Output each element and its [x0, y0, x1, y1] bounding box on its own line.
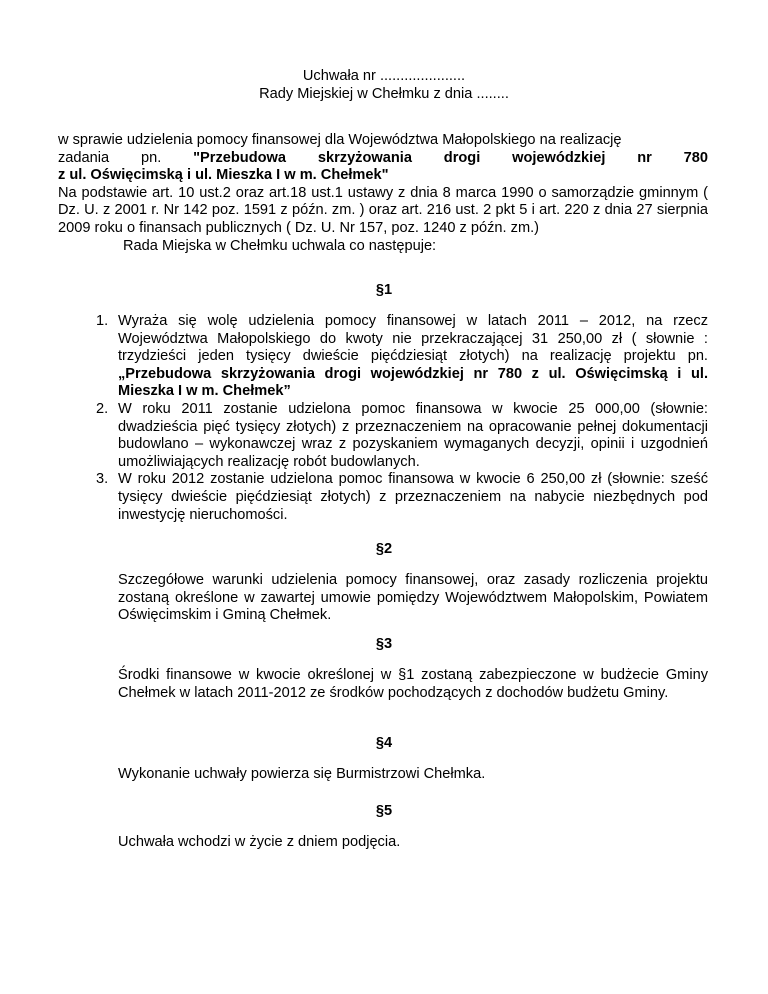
subject-title-part1: "Przebudowa skrzyżowania drogi wojewódzkiej nr 780: [193, 149, 709, 166]
list-item: [96, 401, 708, 471]
list-item-number: 1.: [96, 313, 109, 329]
list-item-text: W roku 2012 zostanie udzielona pomoc finansowa w kwocie 6 250,00 zł (słownie: sześć tysięcy dwieście pięćdziesiąt złotych) z przeznaczeniem na nabycie niezbędnych pod inwestycję nieruchomości.: [118, 471, 708, 523]
list-item-number: 2.: [96, 400, 109, 417]
subject-line-1: w sprawie udzielenia pomocy finansowej dla Województwa Małopolskiego na realizację: [58, 132, 622, 148]
list-item-text: Wyraża się wolę udzielenia pomocy finansowej w latach 2011 – 2012, na rzecz Województwa Małopolskiego do kwoty nie przekraczającej 31 250,00 zł ( słownie : trzydzieści jeden tysięcy dwieście pięćdziesiąt złotych) na realizację projektu pn.: [118, 313, 708, 365]
project-name: „Przebudowa skrzyżowania drogi wojewódzkiej nr 780 z ul. Oświęcimską i ul. Mieszka I w m. Chełmek”: [118, 365, 708, 400]
legal-basis: Na podstawie art. 10 ust.2 oraz art.18 ust.1 ustawy z dnia 8 marca 1990 o samorządzie gminnym ( Dz. U. z 2001 r. Nr 142 poz. 1591 z późn. zm. ) oraz art. 216 ust. 2 pkt 5 i art. 220 z dnia 27 sierpnia 2009 roku o finansach publicznych ( Dz. U. Nr 157, poz. 1240 z późn. zm.): [58, 184, 708, 236]
section-3-text: Środki finansowe w kwocie określonej w §1 zostaną zabezpieczone w budżecie Gminy Chełmek w latach 2011-2012 ze środków pochodzących z dochodów budżetu Gminy.: [118, 667, 708, 701]
subject-prefix: zadania: [58, 149, 110, 166]
resolution-intro: [58, 132, 708, 255]
list-item: [96, 313, 708, 401]
council-resolves: Rada Miejska w Chełmku uchwala co następuje:: [123, 237, 437, 254]
resolution-number: Uchwała nr .....................: [302, 68, 466, 84]
list-item-number: 3.: [96, 471, 109, 488]
section-2-title: §2: [375, 541, 393, 557]
section-1-list: [96, 313, 708, 524]
section-5-title: §5: [375, 803, 393, 819]
subject-title-part2: z ul. Oświęcimską i ul. Mieszka I w m. Chełmek": [58, 167, 389, 184]
section-4-title: §4: [375, 735, 393, 751]
list-item-text: W roku 2011 zostanie udzielona pomoc finansowa w kwocie 25 000,00 (słownie: dwadzieścia pięć tysięcy złotych) z przeznaczeniem na opracowanie pełnej dokumentacji budowlano – wykonawczej wraz z pozyskaniem wymaganych decyzji, opinii i uzgodnień umożliwiających realizację robót budowlanych.: [118, 400, 708, 470]
subject-line-2: [58, 150, 708, 168]
section-2-text: Szczegółowe warunki udzielenia pomocy finansowej, oraz zasady rozliczenia projektu zostaną określone w zawartej umowie pomiędzy Województwem Małopolskim, Powiatem Oświęcimskim i Gminą Chełmek.: [118, 572, 708, 624]
section-3-title: §3: [375, 636, 393, 652]
list-item: [96, 471, 708, 524]
resolution-header: [0, 68, 768, 104]
subject-pn: pn.: [140, 149, 162, 166]
section-5-text: Uchwała wchodzi w życie z dniem podjęcia.: [118, 834, 401, 850]
section-1-title: §1: [375, 282, 393, 298]
resolution-council-date: Rady Miejskiej w Chełmku z dnia ........: [259, 86, 509, 102]
section-4-text: Wykonanie uchwały powierza się Burmistrzowi Chełmka.: [118, 766, 486, 782]
